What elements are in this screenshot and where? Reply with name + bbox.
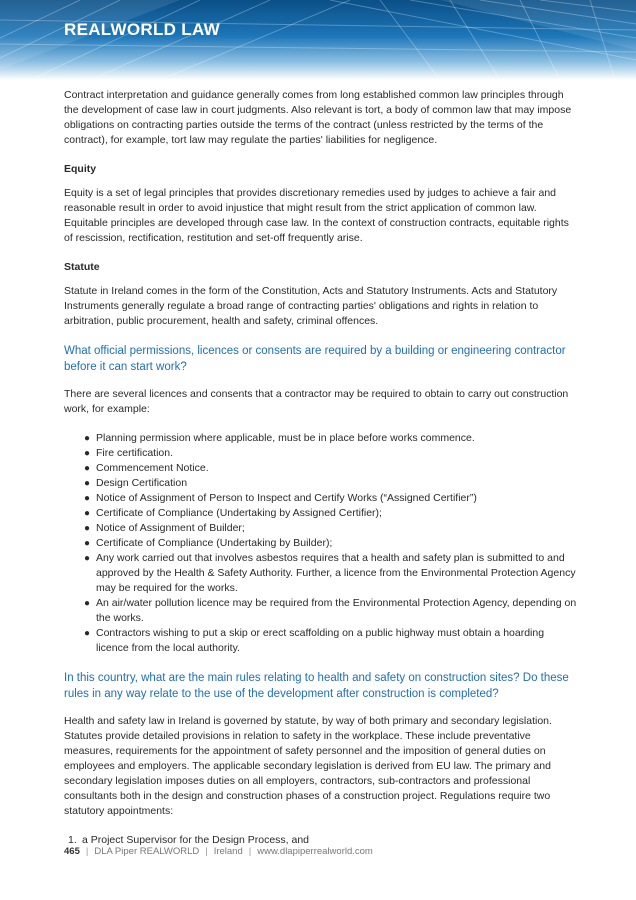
footer-separator: | <box>85 846 89 857</box>
permissions-paragraph: There are several licences and consents that a contractor may be required to obtain to carry out construction work, for example: <box>64 388 569 415</box>
bullet-dot-icon: ● <box>84 538 91 549</box>
health-safety-paragraph: Health and safety law in Ireland is governed by statute, by way of both primary and secondary legislation. Statutes provide detailed provisions in relation to safety in the workplace. These include preventative measures, requirements for the appointment of safety personnel and the imposition of general duties on employees and employers. The applicable secondary legislation is derived from EU law. The primary and secondary legislation imposes duties on all employers, contractors, sub-contractors and professional consultants both in the design and construction phases of a construction project. Regulations require two statutory appointments: <box>64 715 552 817</box>
page-footer <box>64 846 373 857</box>
list-item <box>64 491 578 506</box>
header-banner <box>0 0 636 80</box>
equity-heading: Equity <box>64 163 97 175</box>
bullet-dot-icon: ● <box>84 493 91 504</box>
list-item <box>64 461 578 476</box>
intro-paragraph: Contract interpretation and guidance generally comes from long established common law principles through the development of case law in court judgments. Also relevant is tort, a body of common law that may impose obligations on contracting parties outside the terms of the contract (unless restricted by the terms of the contract), for example, tort law may regulate the parties' liabilities for negligence. <box>64 89 572 146</box>
page-number: 465 <box>64 846 80 857</box>
bullet-dot-icon: ● <box>84 433 91 444</box>
list-item-text: Notice of Assignment of Person to Inspect and Certify Works (“Assigned Certifier”) <box>96 492 477 504</box>
footer-website-link[interactable]: www.dlapiperrealworld.com <box>257 846 373 857</box>
question-health-safety-heading: In this country, what are the main rules relating to health and safety on construction sites? Do these rules in any way relate to the use of the development after construction is completed? <box>64 672 569 700</box>
list-item <box>64 521 578 536</box>
list-item <box>64 596 578 626</box>
bullet-dot-icon: ● <box>84 628 91 639</box>
list-item-text: Commencement Notice. <box>96 462 209 474</box>
list-item <box>64 431 578 446</box>
bullet-dot-icon: ● <box>84 553 91 564</box>
question-permissions-heading: What official permissions, licences or consents are required by a building or engineering contractor before it can start work? <box>64 345 566 373</box>
bullet-dot-icon: ● <box>84 523 91 534</box>
bullet-dot-icon: ● <box>84 508 91 519</box>
bullet-dot-icon: ● <box>84 448 91 459</box>
list-item-text: Design Certification <box>96 477 188 489</box>
list-item-text: Certificate of Compliance (Undertaking by Builder); <box>96 537 333 549</box>
footer-separator: | <box>205 846 208 857</box>
bullet-dot-icon: ● <box>84 598 91 609</box>
item-number: 1. <box>68 834 77 846</box>
list-item-text: Planning permission where applicable, must be in place before works commence. <box>96 432 475 444</box>
list-item <box>64 476 578 491</box>
permissions-list <box>64 431 578 656</box>
banner-title: REALWORLD LAW <box>64 20 220 39</box>
banner-glass-pattern <box>0 0 636 80</box>
list-item-text: Notice of Assignment of Builder; <box>96 522 245 534</box>
list-item-text: An air/water pollution licence may be required from the Environmental Protection Agency, depending on the works. <box>96 597 577 624</box>
list-item-text: Fire certification. <box>96 447 174 459</box>
statute-paragraph: Statute in Ireland comes in the form of the Constitution, Acts and Statutory Instruments. Acts and Statutory Instruments generally regulate a broad range of contracting parties' obligations and rights in relation to arbitration, public procurement, health and safety, criminal offences. <box>64 285 558 327</box>
list-item-text: Contractors wishing to put a skip or erect scaffolding on a public highway must obtain a hoarding licence from the local authority. <box>96 627 545 654</box>
list-item <box>64 551 578 596</box>
bullet-dot-icon: ● <box>84 463 91 474</box>
list-item <box>64 506 578 521</box>
equity-paragraph: Equity is a set of legal principles that provides discretionary remedies used by judges to achieve a fair and reasonable result in order to avoid injustice that might result from the strict application of common law. Equitable principles are developed through case law. In the context of construction contracts, equitable rights of rescission, rectification, restitution and set-off frequently arise. <box>64 187 569 244</box>
numbered-item-text: a Project Supervisor for the Design Process, and <box>82 834 310 846</box>
footer-publication: DLA Piper REALWORLD <box>94 846 200 857</box>
list-item <box>64 536 578 551</box>
statute-heading: Statute <box>64 261 100 273</box>
list-item <box>64 446 578 461</box>
bullet-dot-icon: ● <box>84 478 91 489</box>
footer-country: Ireland <box>213 846 243 857</box>
list-item <box>64 626 578 656</box>
footer-separator: | <box>248 846 252 857</box>
document-body <box>64 88 578 848</box>
list-item-text: Any work carried out that involves asbestos requires that a health and safety plan is submitted to and approved by the Health & Safety Authority. Further, a licence from the Environmental Protection Agency may be required for the works. <box>96 552 576 594</box>
list-item-text: Certificate of Compliance (Undertaking by Assigned Certifier); <box>96 507 382 519</box>
